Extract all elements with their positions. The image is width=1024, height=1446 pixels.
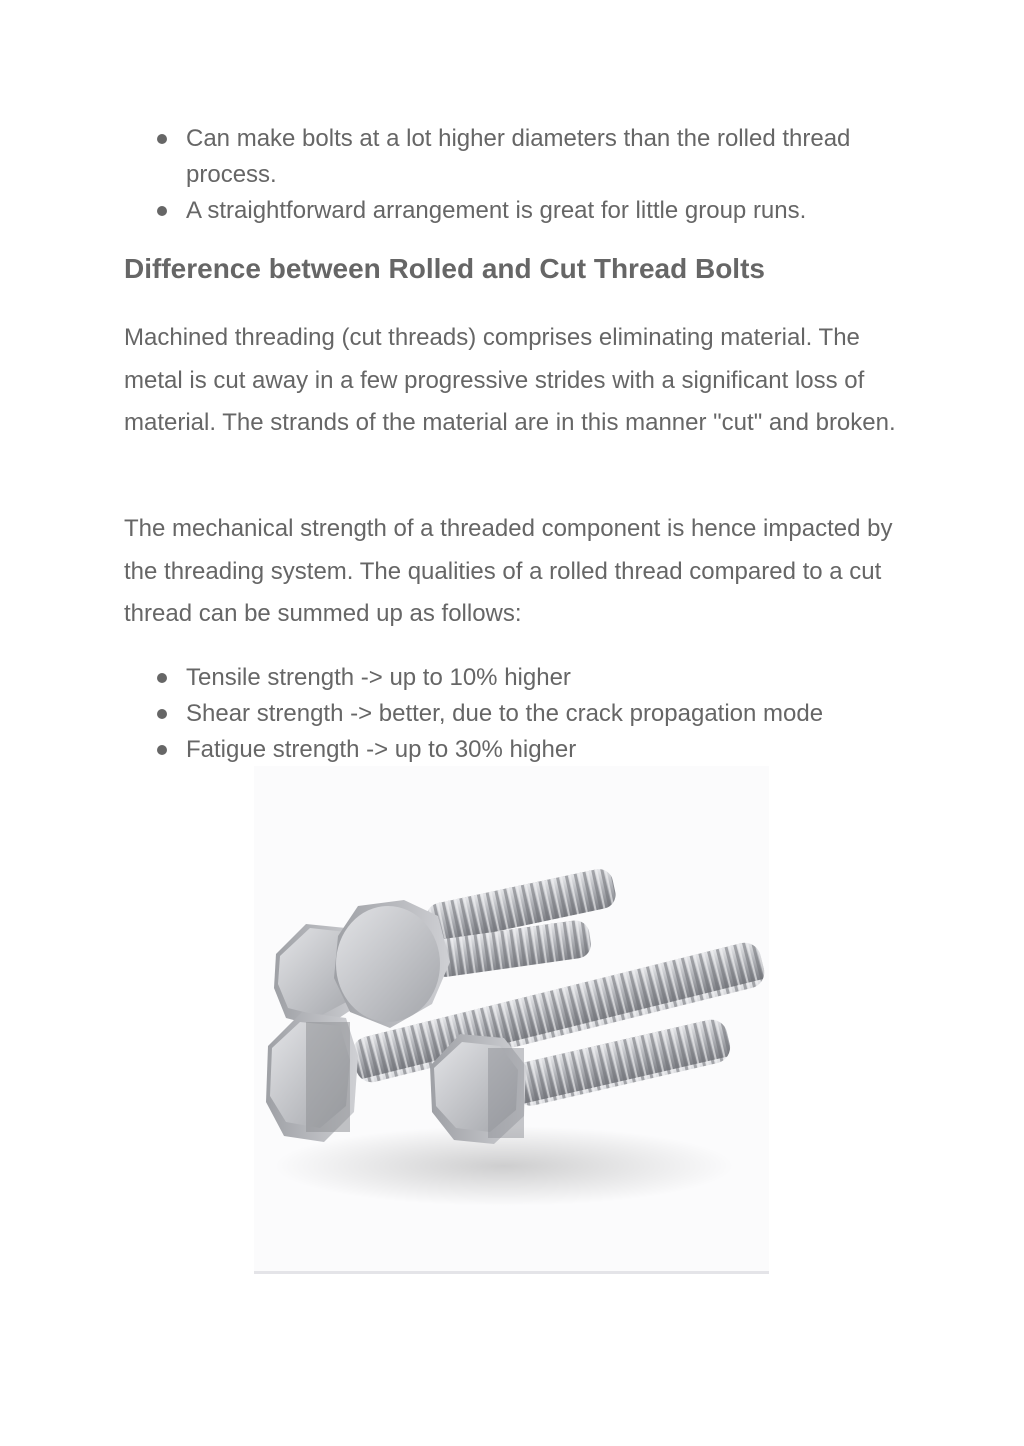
list-item-text: Fatigue strength -> up to 30% higher (186, 736, 577, 763)
image-bottom-border (254, 1271, 769, 1274)
paragraph: The mechanical strength of a threaded component is hence impacted by the threading system. The qualities of a rolled thread compared to a cut thread can be summed up as follows: (124, 515, 893, 628)
list-item (124, 732, 914, 768)
paragraph: Machined threading (cut threads) comprises eliminating material. The metal is cut away in a few progressive strides with a significant loss of material. The strands of the material are in this manner "cut" and broken. (124, 324, 896, 437)
list-item (124, 660, 914, 696)
list-item-text: Tensile strength -> up to 10% higher (186, 664, 571, 691)
bolt-top-head (334, 900, 450, 1028)
list-item (124, 696, 914, 732)
list-item-text: A straightforward arrangement is great for little group runs. (186, 197, 807, 224)
bolt-front-left (266, 1012, 358, 1142)
list-item-text: Can make bolts at a lot higher diameters than the rolled thread process. (186, 125, 851, 188)
advantages-list (124, 121, 914, 229)
bullet-icon (157, 673, 167, 683)
strength-comparison-list (124, 660, 914, 768)
bullet-icon (157, 709, 167, 719)
hex-bolts-photo (254, 766, 769, 1273)
list-item-text: Shear strength -> better, due to the crack propagation mode (186, 700, 824, 727)
bullet-icon (157, 745, 167, 755)
hex-bolts-illustration (254, 766, 769, 1273)
bullet-icon (157, 134, 167, 144)
section-heading: Difference between Rolled and Cut Thread Bolts (124, 253, 765, 284)
list-item (124, 193, 914, 229)
bullet-icon (157, 206, 167, 216)
list-item (124, 121, 914, 193)
